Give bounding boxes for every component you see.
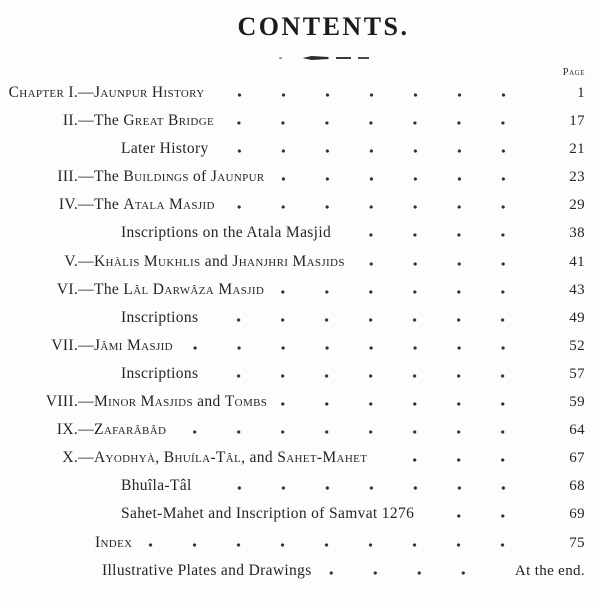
toc-page-number: 1 — [577, 85, 585, 101]
dot-leader — [212, 318, 545, 322]
title-segment: The — [94, 168, 124, 186]
toc-entry-title — [94, 163, 265, 190]
toc-page-number: 38 — [569, 225, 585, 242]
title-segment: Illustrative Plates and Drawings — [102, 561, 312, 579]
dot-leader — [228, 121, 545, 125]
dot-leader — [345, 233, 545, 237]
title-segment: Khàlis Mukhlis — [94, 252, 201, 270]
toc-entry-title — [94, 388, 267, 415]
title-segment: The — [94, 280, 124, 298]
toc-chapter-numeral: IV.— — [58, 196, 94, 214]
title-segment: Zafarâbâd — [94, 421, 167, 439]
toc-row — [6, 332, 585, 360]
title-segment: and — [200, 252, 233, 270]
toc-page-number: 29 — [569, 197, 585, 214]
toc-page-number: 57 — [569, 365, 585, 382]
ornament-dot-icon — [279, 57, 282, 59]
title-segment: Sahet-Mahet — [277, 449, 368, 467]
toc-row — [6, 219, 585, 247]
title-segment: Index — [95, 533, 133, 551]
toc-chapter-numeral: VIII.— — [45, 393, 94, 411]
title-segment: The — [94, 112, 124, 130]
page-title: CONTENTS. — [237, 12, 410, 41]
toc-entry-title — [94, 304, 198, 331]
title-segment: Minor Masjids — [94, 393, 193, 411]
title-segment: Inscriptions — [121, 308, 199, 326]
title-segment: Later History — [121, 140, 209, 158]
dot-leader — [326, 571, 505, 575]
title-segment: Bhuîla-Tâl — [121, 477, 192, 495]
divider-ornament — [34, 55, 600, 61]
toc-page-number: 49 — [569, 309, 585, 326]
toc-row — [6, 416, 585, 444]
dot-leader — [223, 149, 545, 153]
dot-leader — [428, 514, 545, 518]
toc-entry-title — [94, 276, 264, 303]
title-segment: Sahet-Mahet and Inscription of Samvat 1276 — [121, 505, 415, 523]
title-segment: Inscriptions on the Atala Masjid — [121, 224, 332, 242]
title-segment: Atala Masjid — [123, 196, 215, 214]
dot-leader — [229, 205, 545, 209]
toc-row — [6, 163, 585, 191]
toc-row — [6, 444, 585, 472]
dot-leader — [187, 346, 545, 350]
title-segment: and — [245, 449, 278, 467]
toc-page-number: 59 — [569, 394, 585, 411]
toc-page-number: 17 — [569, 113, 585, 130]
toc-chapter-numeral: V.— — [64, 252, 94, 270]
toc-entry-title — [94, 500, 414, 527]
toc-list — [6, 79, 585, 585]
title-segment: Inscriptions — [121, 364, 199, 382]
toc-row — [6, 248, 585, 276]
toc-chapter-numeral: III.— — [57, 168, 94, 186]
toc-row — [6, 557, 585, 585]
title-segment: Jaunpur — [210, 168, 265, 186]
dot-leader — [381, 458, 545, 462]
dot-leader — [206, 486, 545, 490]
dot-leader — [212, 374, 545, 378]
toc-page-number: 52 — [569, 337, 585, 354]
title-segment: Ayodhyà, Bhuíla-Tâl, — [94, 449, 246, 467]
toc-page-number: 68 — [569, 478, 585, 495]
toc-page-number: 64 — [569, 422, 585, 439]
toc-page-number: 21 — [569, 141, 585, 158]
dot-leader — [279, 177, 545, 181]
ornament-arrow-icon — [303, 56, 329, 60]
toc-entry-title — [94, 219, 331, 246]
toc-row — [6, 276, 585, 304]
title-segment: Great Bridge — [123, 112, 215, 130]
toc-page-number: 69 — [569, 506, 585, 523]
toc-row — [6, 191, 585, 219]
toc-row — [6, 79, 585, 107]
toc-row — [6, 107, 585, 135]
toc-row — [6, 529, 585, 557]
toc-row — [6, 360, 585, 388]
dot-leader — [180, 430, 545, 434]
dot-leader — [281, 402, 545, 406]
toc-entry-title — [94, 332, 173, 359]
toc-page-number: 23 — [569, 169, 585, 186]
title-segment: Jhanjhri Masjids — [232, 252, 345, 270]
toc-entry-title — [94, 135, 209, 162]
page-column-label: Page — [562, 67, 585, 78]
toc-page-number: At the end. — [514, 562, 585, 579]
toc-entry-title — [94, 472, 192, 499]
title-segment: Lâl Darwâza Masjid — [123, 280, 265, 298]
toc-entry-title — [94, 79, 205, 106]
dot-leader — [219, 93, 546, 97]
toc-page-number: 43 — [569, 281, 585, 298]
toc-page-number: 41 — [569, 253, 585, 270]
toc-page-number: 67 — [569, 450, 585, 467]
title-segment: Jaunpur History — [94, 84, 205, 101]
toc-chapter-numeral: II.— — [62, 112, 94, 130]
toc-row — [6, 388, 585, 416]
toc-row — [6, 304, 585, 332]
dot-leader — [359, 262, 545, 266]
toc-chapter-numeral: X.— — [62, 449, 94, 467]
toc-entry-title — [94, 248, 345, 275]
dot-leader — [278, 290, 545, 294]
title-segment: of — [188, 168, 211, 186]
title-segment: and — [192, 393, 225, 411]
dot-leader — [146, 543, 545, 547]
toc-entry-title — [94, 107, 214, 134]
ornament-dash-icon — [358, 57, 369, 59]
toc-page-number: 75 — [569, 534, 585, 551]
title-segment: Jâmi Masjid — [94, 336, 173, 354]
toc-chapter-numeral: VI.— — [56, 280, 94, 298]
title-segment: The — [94, 196, 124, 214]
toc-row — [6, 500, 585, 528]
toc-entry-title — [94, 360, 198, 387]
toc-chapter-numeral: Chapter I.— — [8, 84, 94, 101]
toc-row — [6, 135, 585, 163]
title-segment: Tombs — [224, 393, 268, 411]
toc-row — [6, 472, 585, 500]
toc-entry-title — [94, 529, 132, 556]
toc-entry-title — [94, 191, 215, 218]
toc-entry-title — [94, 444, 367, 471]
toc-entry-title — [94, 557, 312, 584]
toc-chapter-numeral: VII.— — [51, 336, 94, 354]
ornament-dash-icon — [336, 57, 351, 59]
toc-entry-title — [94, 416, 166, 443]
title-segment: Buildings — [123, 168, 189, 186]
toc-chapter-numeral: IX.— — [56, 421, 94, 439]
